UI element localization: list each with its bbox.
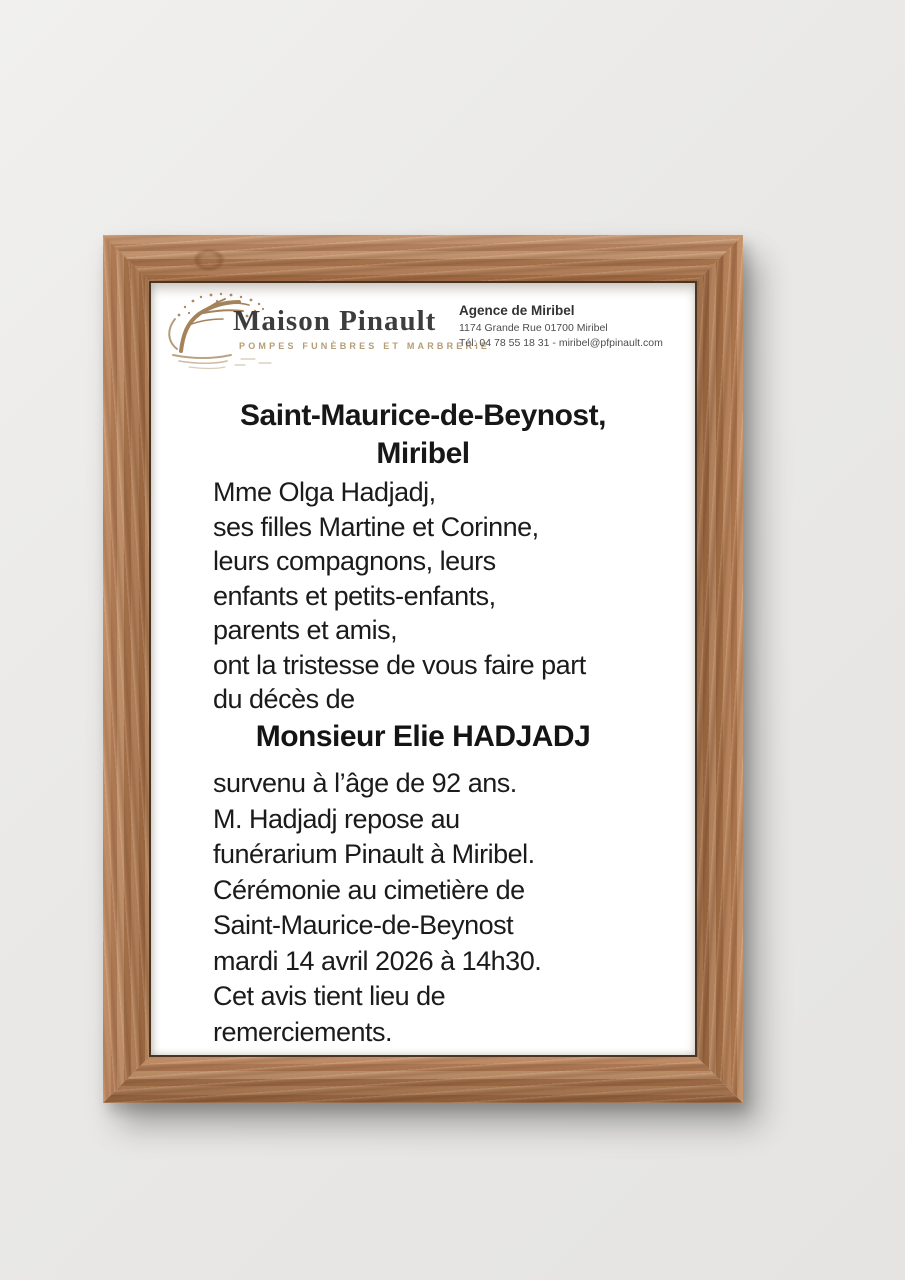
wood-knot-detail [191, 247, 227, 273]
notice-line: Saint-Maurice-de-Beynost [213, 910, 514, 940]
death-notice-document [151, 283, 695, 1055]
notice-line: M. Hadjadj repose au [213, 803, 460, 834]
notice-line: ses filles Martine et Corinne, [213, 511, 539, 542]
title-line: Miribel [376, 437, 470, 470]
agency-address: 1174 Grande Rue 01700 Miribel [459, 322, 608, 334]
agency-contact: Tél: 04 78 55 18 31 - miribel@pfpinault.com [459, 337, 663, 349]
brand-tagline: POMPES FUNÈBRES ET MARBRERIE [239, 341, 491, 351]
title-line: Saint-Maurice-de-Beynost, [240, 399, 606, 432]
agency-info [459, 303, 689, 352]
frame-edge-left [103, 235, 151, 1103]
deceased-name: Monsieur Elie HADJADJ [255, 720, 591, 753]
notice-line: survenu à l’âge de 92 ans. [213, 768, 517, 798]
notice-line: parents et amis, [213, 615, 398, 645]
notice-line: mardi 14 avril 2026 à 14h30. [213, 945, 542, 976]
notice-body-family [213, 475, 685, 717]
notice-line: Mme Olga Hadjadj, [213, 477, 436, 507]
frame-edge-right [695, 235, 743, 1103]
notice-line: leurs compagnons, leurs [213, 546, 496, 576]
wooden-picture-frame [103, 235, 743, 1103]
notice-line: Cérémonie au cimetière de [213, 874, 525, 905]
brand-name: Maison Pinault [233, 305, 437, 337]
frame-edge-bottom [103, 1055, 743, 1103]
notice-line: remerciements. [213, 1016, 393, 1047]
notice-line: ont la tristesse de vous faire part [213, 649, 586, 680]
notice-line: enfants et petits-enfants, [213, 580, 496, 611]
notice-line: funérarium Pinault à Miribel. [213, 839, 535, 869]
notice-line: du décès de [213, 684, 355, 714]
notice-body-details [213, 766, 685, 1050]
agency-title: Agence de Miribel [459, 303, 575, 318]
page-title [151, 397, 695, 473]
notice-line: Cet avis tient lieu de [213, 981, 446, 1011]
